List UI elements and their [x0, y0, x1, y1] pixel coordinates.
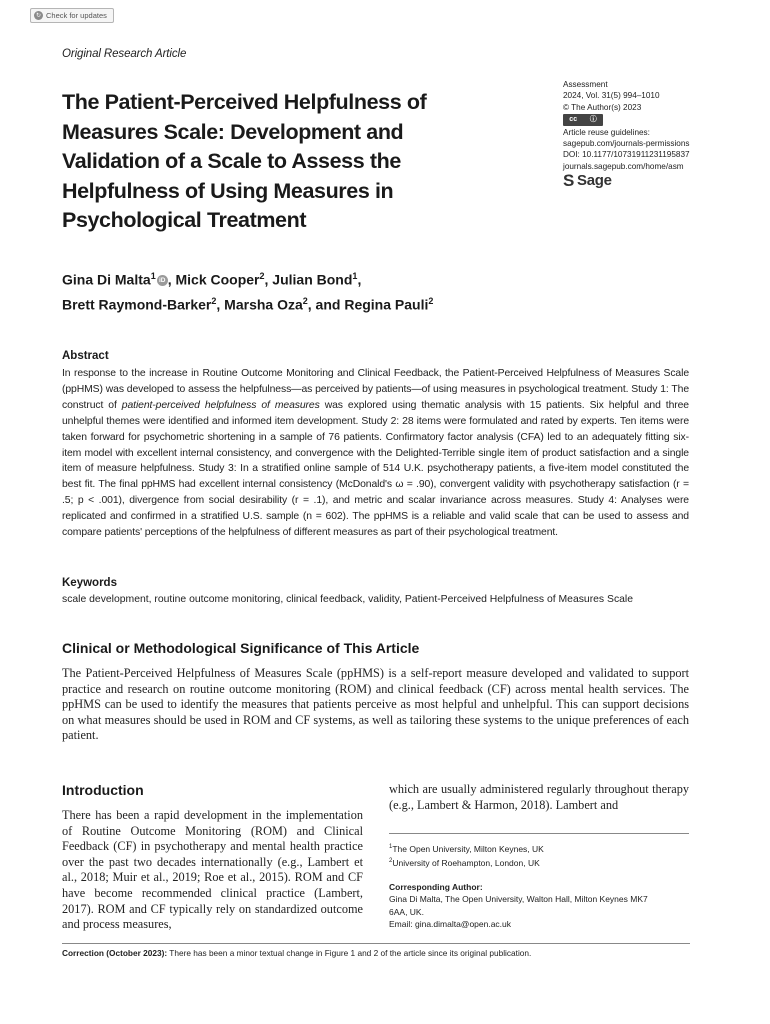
reuse-link[interactable]: sagepub.com/journals-permissions	[563, 139, 690, 149]
journal-citation: 2024, Vol. 31(5) 994–1010	[563, 91, 660, 101]
introduction-text-column-2: which are usually administered regularly throughout therapy (e.g., Lambert & Harmon, 2018). Lambert and	[389, 782, 689, 812]
affiliation-marker: 2	[211, 296, 217, 307]
author-name[interactable]: Marsha Oza	[224, 296, 303, 313]
doi[interactable]: DOI: 10.1177/10731911231195837	[563, 150, 690, 160]
reuse-label: Article reuse guidelines:	[563, 127, 650, 137]
corresponding-author-address-cont: 6AA, UK.	[389, 906, 424, 917]
affiliation-1: $^1$The Open University, Milton Keynes, UK	[389, 843, 544, 854]
check-for-updates-badge[interactable]	[30, 8, 114, 23]
corresponding-author-address: Gina Di Malta, The Open University, Walton Hall, Milton Keynes MK7	[389, 894, 648, 905]
journal-name: Assessment	[563, 80, 608, 89]
abstract-text: In response to the increase in Routine Outcome Monitoring and Clinical Feedback, the Patient-Perceived Helpfulness of Measures Scale (ppHMS) was developed to assess the helpfulness—as perceived by patients—of using measures in psychological treatment. Study 1: The construct of patient-perceived helpfulness of measures was explored using thematic analysis with 15 patients. Six helpful and three unhelpful themes were identified and informed item development. Study 2: 28 items were formulated and rated by experts. Ten items were taken forward for psychometric shortening in a sample of 76 patients. Confirmatory factor analysis (CFA) led to an adequately fitting six-item model with excellent internal consistency, and convergence with the Delighted-Terrible single item of product satisfaction and a single item of measure helpfulness. Study 3: In a stratified online sample of 514 U.K. psychotherapy patients, a five-item model constituted the best fit. The final ppHMS had excellent internal consistency (McDonald's ω = .90), convergent validity with psychotherapy satisfaction (r = .5; p < .001), divergence from social desirability (r = .1), and metric and scalar invariance across measures. Study 4: Analyses were replicated and confirmed in a stratified U.S. sample (n = 602). The ppHMS is a reliable and valid scale that can be used to assess and compare patients' perceptions of the helpfulness of different measures as part of their psychological treatment.	[62, 368, 689, 539]
journal-home-link[interactable]: journals.sagepub.com/home/asm	[563, 161, 684, 171]
cc-license-icon[interactable]: cc ⓘ	[563, 114, 603, 126]
author-name[interactable]: Julian Bond	[272, 271, 353, 288]
affiliation-marker: 1	[150, 271, 156, 281]
abstract-heading: Abstract	[62, 350, 109, 362]
footnote-divider	[389, 833, 689, 834]
affiliation-marker: 2	[302, 296, 308, 307]
affiliation-marker: 1	[352, 271, 358, 281]
publisher-logo	[563, 171, 738, 191]
author-name[interactable]: Mick Cooper	[175, 271, 260, 288]
introduction-heading: Introduction	[62, 782, 144, 798]
corresponding-author-heading: Corresponding Author:	[389, 881, 483, 892]
author-list: Gina Di Malta$^1$ iD , Mick Cooper$^2$, Julian Bond$^1$, Brett Raymond-Barker$^2$, Marsha Oza$^2$, and Regina Pauli$^2$	[62, 271, 434, 313]
keywords-heading: Keywords	[62, 577, 117, 589]
copyright: © The Author(s) 2023	[563, 102, 642, 112]
keywords-text: scale development, routine outcome monitoring, clinical feedback, validity, Patient-Perceived Helpfulness of Measures Scale	[62, 594, 634, 605]
affiliation-marker: 2	[259, 271, 265, 281]
corresponding-author-email[interactable]: Email: gina.dimalta@open.ac.uk	[389, 919, 512, 930]
author-name[interactable]: Gina Di Malta	[62, 271, 151, 288]
article-title: The Patient-Perceived Helpfulness of Measures Scale: Development and Validation of a Scale to Assess the Helpfulness of Using Measures in Psychological Treatment	[62, 90, 427, 232]
affiliation-2: $^2$University of Roehampton, London, UK	[389, 858, 540, 869]
significance-text: The Patient-Perceived Helpfulness of Measures Scale (ppHMS) is a self-report measure developed and validated to support practice and research on routine outcome monitoring (ROM) and clinical feedback (CF) across mental health services. The ppHMS can be used to identify the measures that patients perceive as most helpful and unhelpful. This can support decisions on what measures should be used in ROM and CF systems, as well as tailoring these systems to the unique preferences of each patient.	[62, 666, 689, 743]
publisher-name: Sage	[577, 172, 612, 190]
journal-info	[563, 79, 738, 191]
author-name[interactable]: Brett Raymond-Barker	[62, 296, 212, 313]
update-icon: ↻	[35, 13, 42, 19]
sage-logo-icon: S	[563, 171, 575, 191]
correction-note: Correction (October 2023): There has been a minor textual change in Figure 1 and 2 of the article since its original publication.	[62, 948, 532, 958]
author-name[interactable]: Regina Pauli	[344, 296, 429, 313]
introduction-text-column-1: There has been a rapid development in the implementation of Routine Outcome Monitoring (ROM) and Clinical Feedback (CF) in psychotherapy and mental health practice over the past two decades internationally (e.g., Lambert et al., 2018; Muir et al., 2019; Roe et al., 2015). ROM and CF have become recommended clinical practice (Lambert, 2017). ROM and CF typically rely on standardized outcome and process measures,	[62, 808, 363, 932]
check-for-updates-label: Check for updates	[46, 11, 107, 20]
article-type: Original Research Article	[62, 48, 187, 60]
significance-heading: Clinical or Methodological Significance of This Article	[62, 640, 420, 656]
orcid-icon[interactable]: iD	[157, 275, 168, 286]
affiliation-marker: 2	[428, 296, 434, 307]
footnotes	[389, 841, 699, 931]
correction-divider	[62, 943, 690, 944]
